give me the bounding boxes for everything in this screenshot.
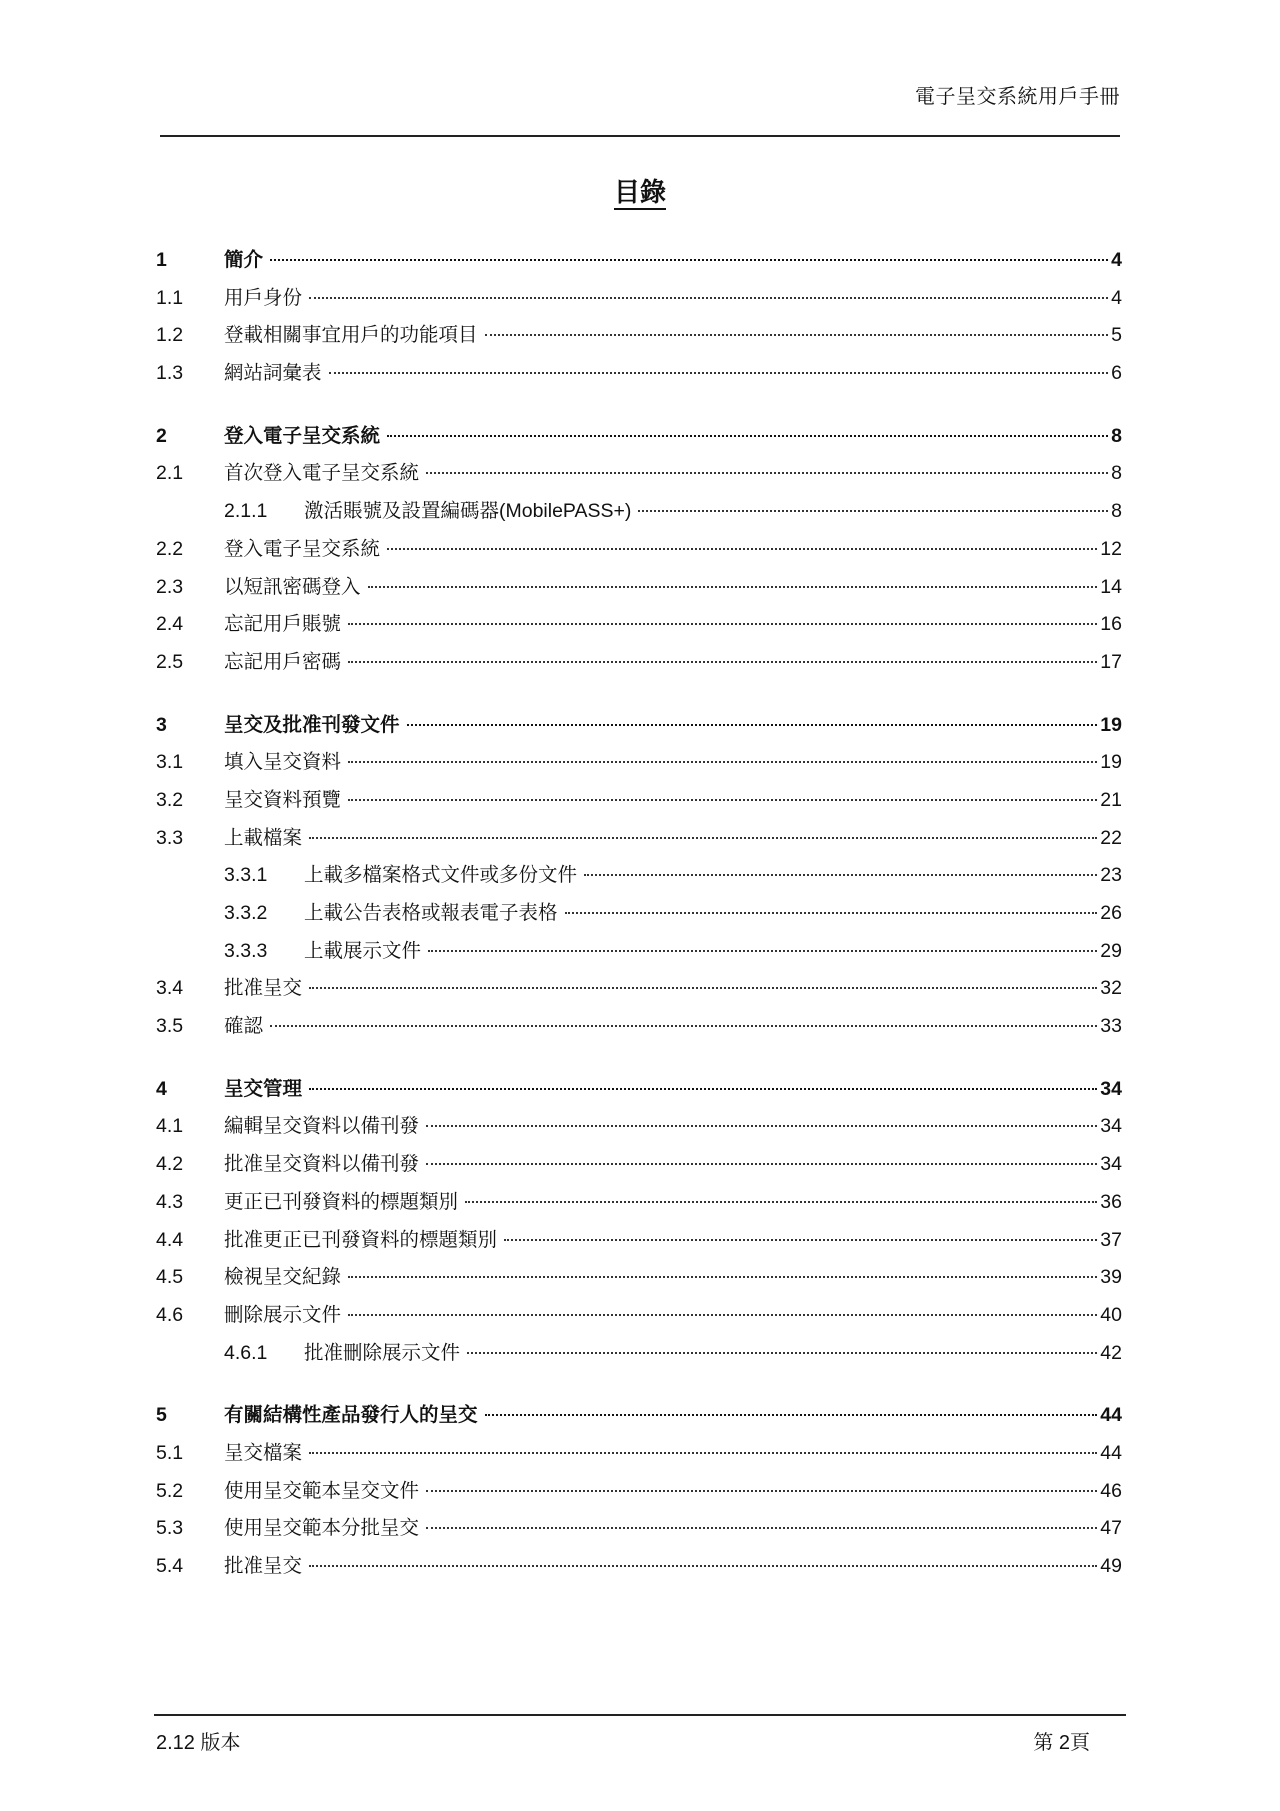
toc-entry-title: 刪除展示文件 (224, 1303, 342, 1326)
toc-entry-line (224, 1548, 1122, 1586)
toc-entry[interactable] (156, 1335, 1122, 1373)
dot-leader (407, 724, 1098, 726)
toc-section (156, 1071, 1122, 1373)
dot-leader (426, 1163, 1097, 1165)
toc-entry-number: 5.1 (156, 1441, 184, 1464)
toc-entry-page: 21 (1100, 788, 1122, 811)
toc-entry-number: 4.3 (156, 1190, 184, 1213)
toc-entry-line (224, 1297, 1122, 1335)
toc-entry-title: 簡介 (224, 249, 264, 271)
dot-leader (584, 874, 1097, 876)
toc-chapter-entry[interactable] (156, 707, 1122, 745)
toc-entry-line (304, 493, 1122, 531)
toc-entry-number: 2.1 (156, 462, 184, 485)
toc-entry-line (224, 355, 1122, 393)
toc-section (156, 707, 1122, 1046)
toc-entry[interactable] (156, 744, 1122, 782)
dot-leader (504, 1239, 1097, 1241)
toc-entry-number: 1 (156, 249, 167, 271)
toc-entry-page: 34 (1100, 1115, 1122, 1138)
dot-leader (348, 761, 1097, 763)
toc-entry[interactable] (156, 1259, 1122, 1297)
toc-entry-line (304, 933, 1122, 971)
toc-entry[interactable] (156, 280, 1122, 318)
toc-entry[interactable] (156, 455, 1122, 493)
toc-entry-page: 26 (1100, 902, 1122, 924)
toc-entry-line (224, 531, 1122, 569)
toc-entry-page: 39 (1100, 1266, 1122, 1289)
toc-entry-page: 40 (1100, 1303, 1122, 1326)
toc-entry-number: 1.1 (156, 286, 184, 309)
toc-entry-number: 2 (156, 424, 167, 447)
toc-entry-number: 1.3 (156, 362, 184, 385)
toc-entry-page: 17 (1100, 650, 1122, 673)
version-label: 2.12 版本 (156, 1732, 241, 1754)
toc-entry-line (224, 317, 1122, 355)
toc-entry-page: 44 (1100, 1441, 1122, 1464)
toc-entry-title: 更正已刊發資料的標題類別 (224, 1190, 459, 1213)
toc-entry[interactable] (156, 606, 1122, 644)
dot-leader (309, 837, 1097, 839)
toc-entry-page: 49 (1100, 1555, 1122, 1577)
toc-entry-title: 批准呈交 (224, 1555, 303, 1577)
toc-entry-page: 34 (1100, 1153, 1122, 1176)
toc-section (156, 242, 1122, 393)
toc-entry-number: 3.1 (156, 751, 184, 774)
toc-entry-number: 3.4 (156, 977, 184, 1000)
toc-entry-number: 3.3.2 (224, 902, 268, 924)
toc-entry-title: 編輯呈交資料以備刊發 (224, 1115, 420, 1138)
toc-entry-number: 5.2 (156, 1479, 184, 1502)
toc-entry-title: 忘記用戶賬號 (224, 613, 342, 636)
toc-entry-number: 2.2 (156, 537, 184, 560)
toc-entry-line (224, 418, 1122, 456)
toc-chapter-entry[interactable] (156, 1071, 1122, 1109)
dot-leader (565, 912, 1098, 914)
toc-entry-title: 登入電子呈交系統 (224, 424, 381, 447)
dot-leader (465, 1201, 1097, 1203)
toc-entry-title: 激活賬號及設置編碼器(MobilePASS+) (304, 500, 632, 523)
toc-entry[interactable] (156, 644, 1122, 682)
toc-entry-title: 登載相關事宜用戶的功能項目 (224, 324, 478, 347)
dot-leader (387, 435, 1108, 437)
toc-entry-title: 忘記用戶密碼 (224, 650, 342, 673)
toc-entry-number: 2.3 (156, 575, 184, 598)
toc-entry-page: 19 (1100, 751, 1122, 774)
toc-heading-text: 目錄 (614, 177, 666, 210)
dot-leader (467, 1352, 1097, 1354)
toc-entry-page: 6 (1111, 362, 1122, 385)
toc-entry-number: 4.4 (156, 1228, 184, 1251)
toc-entry-line (224, 1510, 1122, 1548)
toc-entry[interactable] (156, 1222, 1122, 1260)
dot-leader (368, 586, 1098, 588)
toc-entry-title: 上載檔案 (224, 826, 303, 849)
toc-entry-title: 呈交管理 (224, 1077, 303, 1100)
toc-entry[interactable] (156, 317, 1122, 355)
toc-entry-page: 8 (1111, 462, 1122, 485)
toc-entry-title: 有關結構性產品發行人的呈交 (224, 1404, 478, 1427)
toc-section (156, 418, 1122, 682)
toc-entry-line (224, 1259, 1122, 1297)
toc-entry-line (224, 1008, 1122, 1046)
toc-entry-line (224, 280, 1122, 318)
dot-leader (485, 334, 1109, 336)
toc-entry-page: 29 (1100, 939, 1122, 962)
dot-leader (329, 372, 1109, 374)
toc-entry-line (224, 455, 1122, 493)
dot-leader (270, 259, 1108, 261)
toc-entry-page: 19 (1100, 713, 1122, 736)
dot-leader (426, 1125, 1097, 1127)
dot-leader (348, 661, 1097, 663)
dot-leader (309, 297, 1108, 299)
toc-entry-page: 16 (1100, 613, 1122, 636)
toc-entry-line (224, 606, 1122, 644)
toc-entry-number: 3.3 (156, 826, 184, 849)
toc-entry[interactable] (156, 933, 1122, 971)
toc-entry[interactable] (156, 531, 1122, 569)
toc-entry-number: 4.1 (156, 1115, 184, 1138)
toc-entry-number: 4.5 (156, 1266, 184, 1289)
dot-leader (485, 1414, 1098, 1416)
toc-entry-page: 37 (1100, 1228, 1122, 1251)
toc-entry-line (224, 1435, 1122, 1473)
toc-entry[interactable] (156, 1297, 1122, 1335)
toc-chapter-entry[interactable] (156, 1397, 1122, 1435)
toc-entry[interactable] (156, 1008, 1122, 1046)
toc-entry-number: 4.2 (156, 1153, 184, 1176)
toc-entry-number: 1.2 (156, 324, 184, 347)
toc-entry-title: 呈交及批准刊發文件 (224, 713, 400, 736)
toc-entry[interactable] (156, 782, 1122, 820)
toc-entry-line (224, 707, 1122, 745)
toc-entry-number: 4 (156, 1077, 167, 1100)
toc-entry-number: 2.4 (156, 613, 184, 636)
toc-entry[interactable] (156, 857, 1122, 895)
toc-entry-page: 4 (1111, 249, 1122, 271)
toc-entry-page: 44 (1100, 1404, 1122, 1427)
table-of-contents (156, 242, 1122, 1611)
toc-entry-line (224, 1222, 1122, 1260)
dot-leader (348, 799, 1097, 801)
toc-entry-number: 2.1.1 (224, 500, 268, 523)
toc-entry-page: 14 (1100, 575, 1122, 598)
toc-entry-number: 3.3.3 (224, 939, 268, 962)
dot-leader (428, 950, 1097, 952)
toc-entry-title: 填入呈交資料 (224, 751, 342, 774)
toc-entry-number: 3.2 (156, 788, 184, 811)
toc-entry[interactable] (156, 1184, 1122, 1222)
toc-entry-page: 34 (1100, 1077, 1122, 1100)
toc-entry-page: 42 (1100, 1341, 1122, 1364)
dot-leader (270, 1025, 1097, 1027)
toc-entry-title: 登入電子呈交系統 (224, 537, 381, 560)
toc-entry-page: 32 (1100, 977, 1122, 1000)
toc-entry-page: 46 (1100, 1479, 1122, 1502)
toc-entry[interactable] (156, 1548, 1122, 1586)
toc-entry-number: 3 (156, 713, 167, 736)
toc-entry[interactable] (156, 1146, 1122, 1184)
toc-entry-page: 8 (1111, 424, 1122, 447)
toc-entry[interactable] (156, 1435, 1122, 1473)
toc-entry-line (224, 820, 1122, 858)
toc-entry-number: 3.5 (156, 1015, 184, 1038)
toc-entry-line (224, 1108, 1122, 1146)
toc-entry[interactable] (156, 569, 1122, 607)
toc-entry-line (224, 242, 1122, 280)
toc-entry-number: 4.6.1 (224, 1341, 268, 1364)
dot-leader (309, 987, 1097, 989)
dot-leader (348, 1314, 1097, 1316)
toc-entry[interactable] (156, 355, 1122, 393)
toc-entry-title: 網站詞彙表 (224, 362, 322, 385)
toc-entry-page: 33 (1100, 1015, 1122, 1038)
toc-entry-page: 5 (1111, 324, 1122, 347)
toc-entry-page: 23 (1100, 864, 1122, 887)
dot-leader (426, 1490, 1097, 1492)
toc-entry-line (224, 569, 1122, 607)
dot-leader (426, 472, 1108, 474)
toc-entry-page: 8 (1111, 500, 1122, 523)
toc-entry-title: 批准呈交 (224, 977, 303, 1000)
toc-entry-number: 5.3 (156, 1517, 184, 1540)
dot-leader (387, 548, 1097, 550)
toc-entry-number: 5 (156, 1404, 167, 1427)
toc-entry-line (224, 1473, 1122, 1511)
toc-entry-page: 4 (1111, 286, 1122, 309)
toc-entry-line (224, 970, 1122, 1008)
toc-entry[interactable] (156, 1510, 1122, 1548)
toc-entry-page: 22 (1100, 826, 1122, 849)
toc-entry-title: 以短訊密碼登入 (224, 575, 361, 598)
dot-leader (426, 1527, 1097, 1529)
toc-entry-title: 批准刪除展示文件 (304, 1341, 461, 1364)
toc-entry[interactable] (156, 1108, 1122, 1146)
toc-entry-number: 3.3.1 (224, 864, 268, 887)
toc-entry-title: 使用呈交範本呈交文件 (224, 1479, 420, 1502)
toc-entry[interactable] (156, 895, 1122, 933)
toc-entry-title: 使用呈交範本分批呈交 (224, 1517, 420, 1540)
toc-entry[interactable] (156, 493, 1122, 531)
toc-entry-line (224, 644, 1122, 682)
toc-entry-title: 首次登入電子呈交系統 (224, 462, 420, 485)
toc-entry-page: 36 (1100, 1190, 1122, 1213)
toc-heading (0, 172, 1280, 209)
toc-entry-title: 檢視呈交紀錄 (224, 1266, 342, 1289)
dot-leader (309, 1452, 1097, 1454)
toc-entry-line (304, 895, 1122, 933)
toc-entry-title: 呈交資料預覽 (224, 788, 342, 811)
toc-entry-line (304, 857, 1122, 895)
toc-section (156, 1397, 1122, 1585)
toc-entry-title: 上載公告表格或報表電子表格 (304, 902, 558, 924)
toc-entry-line (224, 744, 1122, 782)
toc-entry-line (224, 1071, 1122, 1109)
toc-entry-line (304, 1335, 1122, 1373)
toc-entry[interactable] (156, 820, 1122, 858)
dot-leader (348, 623, 1097, 625)
dot-leader (638, 510, 1108, 512)
toc-entry-title: 確認 (224, 1015, 264, 1038)
toc-entry[interactable] (156, 970, 1122, 1008)
toc-entry-line (224, 1146, 1122, 1184)
toc-entry-title: 呈交檔案 (224, 1441, 303, 1464)
toc-entry-page: 12 (1100, 537, 1122, 560)
toc-entry-title: 批准更正已刊發資料的標題類別 (224, 1228, 498, 1251)
dot-leader (309, 1565, 1097, 1567)
toc-chapter-entry[interactable] (156, 242, 1122, 280)
toc-entry-number: 4.6 (156, 1303, 184, 1326)
toc-entry-line (224, 1397, 1122, 1435)
page-number: 第 2頁 (1033, 1732, 1090, 1754)
dot-leader (309, 1088, 1097, 1090)
toc-entry-page: 47 (1100, 1517, 1122, 1540)
toc-entry-number: 5.4 (156, 1555, 184, 1577)
toc-entry-line (224, 782, 1122, 820)
toc-entry-title: 上載多檔案格式文件或多份文件 (304, 864, 578, 887)
dot-leader (348, 1276, 1097, 1278)
page-footer (154, 1714, 1126, 1756)
toc-entry-title: 用戶身份 (224, 286, 303, 309)
toc-entry-title: 批准呈交資料以備刊發 (224, 1153, 420, 1176)
document-title: 電子呈交系統用戶手冊 (915, 86, 1120, 108)
toc-entry-title: 上載展示文件 (304, 939, 422, 962)
toc-entry-number: 2.5 (156, 650, 184, 673)
toc-entry-line (224, 1184, 1122, 1222)
toc-entry[interactable] (156, 1473, 1122, 1511)
page-header (160, 80, 1120, 137)
toc-chapter-entry[interactable] (156, 418, 1122, 456)
